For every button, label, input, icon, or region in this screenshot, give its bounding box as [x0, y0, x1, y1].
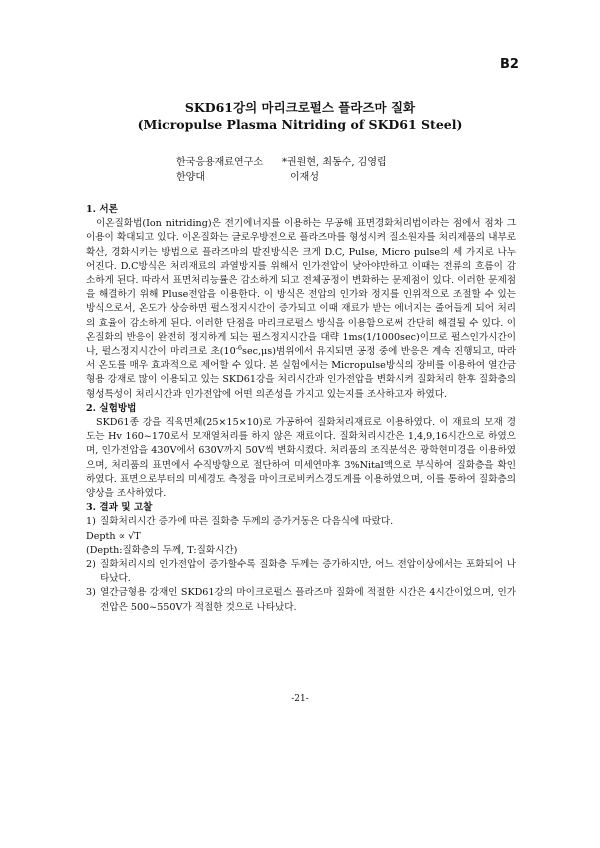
session-code: B2 — [500, 57, 519, 72]
result-text-1: 질화처리시간 증가에 따른 질화층 두께의 증가거동은 다음식에 따랐다. — [100, 516, 394, 528]
page-number: -21- — [291, 694, 309, 704]
affiliation-2: 한양대 — [176, 172, 205, 183]
result-item-1 — [86, 515, 516, 529]
intro-heading: 1. 서론 — [86, 204, 118, 215]
list-number: 2) — [86, 559, 96, 571]
formula: Depth ∝ √T — [86, 530, 141, 542]
intro-paragraph: 이온질화법(Ion nitriding)은 전기에너지를 이용하는 무공해 표면경화처리법이라는 점에서 점차 그 이용이 확대되고 있다. 이온질화는 글로우방전으로 플라즈마를 형성시켜 질소원자를 처리제품의 내부로 확산, 경화시키는 방법으로 플라즈마의 발진방식은 크게 D.C, Pulse, Micro pulse의 세 가지로 나누어진다. D.C방식은 처리재료의 과열방지를 위해서 인가전압이 낮아야만하고 이때는 전류의 흐름이 감소하게 된다. 따라서 표면처리능률은 감소하게 되고 전체공정이 변화하는 문제점이 있다. 이러한 문제점을 해결하기 위해 Pluse전압을 이용한다. 이 방식은 전압의 인가와 정지를 인위적으로 조절할 수 있는 방식으로서, 온도가 상승하면 펄스정지시간이 증가되고 이때 재료가 받는 에너지는 줄어들게 되어 처리의 효율이 감소하게 된다. 이러한 단점을 마리크로펄스 방식을 이용함으로써 간단히 해결될 수 있다. 이온질화의 반응이 완전히 정지하게 되는 펄스정지시간을 대략 1ms(1/1000sec)이므로 펄스인가시간이나, 펄스정지시간이 마리크로 초$(10^{-6}\sec,\mu s)$범위에서 유지되면 공정 중에 반응은 계속 진행되고, 따라서 온도를 매우 효과적으로 제어할 수 있다. 본 실험에서는 Micropulse방식의 장비를 이용하여 열간금형용 강재로 많이 이용되고 있는 SKD61강을 처리시간과 인가전압을 변화시켜 질화처리 한후 질화층의 형성특성이 처리시간과 인가전압에 어떤 의존성을 가지고 있는지를 조사하고자 하였다. — [86, 218, 516, 400]
title-korean: SKD61강의 마리크로펄스 플라즈마 질화 — [184, 100, 416, 115]
list-number: 1) — [86, 516, 96, 528]
authors-1: *권원현, 최동수, 김영립 — [282, 157, 387, 168]
paper-body — [86, 203, 516, 615]
result-item-2 — [86, 558, 516, 586]
results-heading: 3. 결과 및 고찰 — [86, 502, 153, 514]
list-number: 3) — [86, 587, 96, 599]
title-english: (Micropulse Plasma Nitriding of SKD61 Steel) — [137, 117, 463, 132]
method-paragraph: SKD61종 강을 직육면체(25×15×10)로 가공하여 질화처리재료로 이용하였다. 이 재료의 모재 경도는 Hv 160~170로서 모재열처리를 하지 않은 재료이다. 질화처리시간은 1,4,9,16시간으로 하였으며, 인가전압을 430V에서 630V까지 50V씩 변화시켰다. 처리품의 조직분석은 광학현미경을 이용하였으며, 처리품의 표면에서 수직방향으로 절단하여 미세연마후 3%Nital액으로 부식하여 질화층을 확인하였다. 표면으로부터의 미세경도 측정을 마이크로비커스경도계를 이용하였으며, 이를 통하여 질화층의 양상을 조사하였다. — [86, 417, 516, 500]
result-text-3: 열간금형용 강재인 SKD61강의 마이크로펄스 플라즈마 질화에 적절한 시간은 4시간이었으며, 인가전압은 500~550V가 적절한 것으로 나타났다. — [100, 587, 516, 613]
affiliation-1: 한국응용재료연구소 — [176, 157, 263, 168]
superscript-exponent: -6 — [235, 343, 243, 352]
authors-2: 이재성 — [290, 172, 319, 183]
formula-note: (Depth:질화층의 두께, T:질화시간) — [86, 544, 238, 556]
result-item-3 — [86, 586, 516, 614]
method-heading: 2. 실험방법 — [86, 402, 137, 414]
result-text-2: 질화처리시의 인가전압이 증가할수록 질화층 두께는 증가하지만, 어느 전압이상에서는 포화되어 나타났다. — [100, 559, 516, 585]
